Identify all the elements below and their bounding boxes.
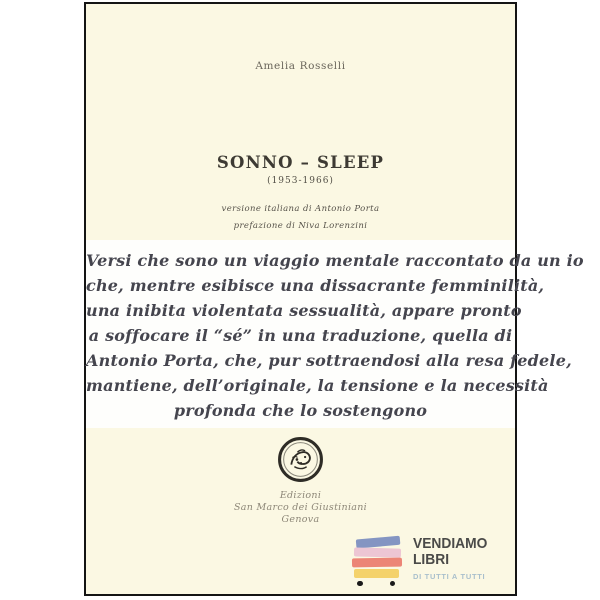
book-bar-blue <box>356 536 401 549</box>
publisher-line: Genova <box>281 514 320 525</box>
preface-credit: prefazione di Niva Lorenzini <box>233 221 368 231</box>
book-bar-yellow <box>354 569 399 578</box>
quote-band <box>86 240 584 428</box>
quote-line: mantiene, dell’originale, la tensione e la necessità <box>86 375 549 395</box>
publisher-line: Edizioni <box>279 490 322 501</box>
cart-wheel-icon <box>390 581 396 587</box>
publisher-mark-icon <box>276 435 325 488</box>
translation-credit: versione italiana di Antonio Porta <box>221 204 380 214</box>
quote-line: Antonio Porta, che, pur sottraendosi alla resa fedele, <box>86 350 572 370</box>
book-title: SONNO – SLEEP <box>216 153 385 172</box>
publisher-imprint <box>86 490 515 526</box>
year-range: (1953-1966) <box>267 176 334 186</box>
author-name: Amelia Rosselli <box>255 60 346 72</box>
book-cover <box>84 2 584 596</box>
quote-line: profonda che lo sostengono <box>173 400 428 420</box>
book-bar-pink <box>354 547 401 557</box>
seller-logo-word-1: VENDIAMO <box>413 535 488 552</box>
quote-line: a soffocare il “sé” in una traduzione, quella di <box>88 325 513 345</box>
quote-line: una inibita violentata sessualità, appare pronto <box>86 300 522 320</box>
publisher-line: San Marco dei Giustiniani <box>233 502 368 513</box>
seller-logo-tagline: DI TUTTI A TUTTI <box>413 572 486 581</box>
seller-logo-word-2: LIBRI <box>413 551 450 568</box>
book-bar-salmon <box>352 558 402 568</box>
quote-line: che, mentre esibisce una dissacrante femminilità, <box>86 275 545 295</box>
book-cart-icon <box>352 533 404 586</box>
quote-line: Versi che sono un viaggio mentale raccontato da un io <box>86 250 584 270</box>
seller-logo <box>352 533 494 586</box>
cart-wheel-icon <box>357 581 363 587</box>
